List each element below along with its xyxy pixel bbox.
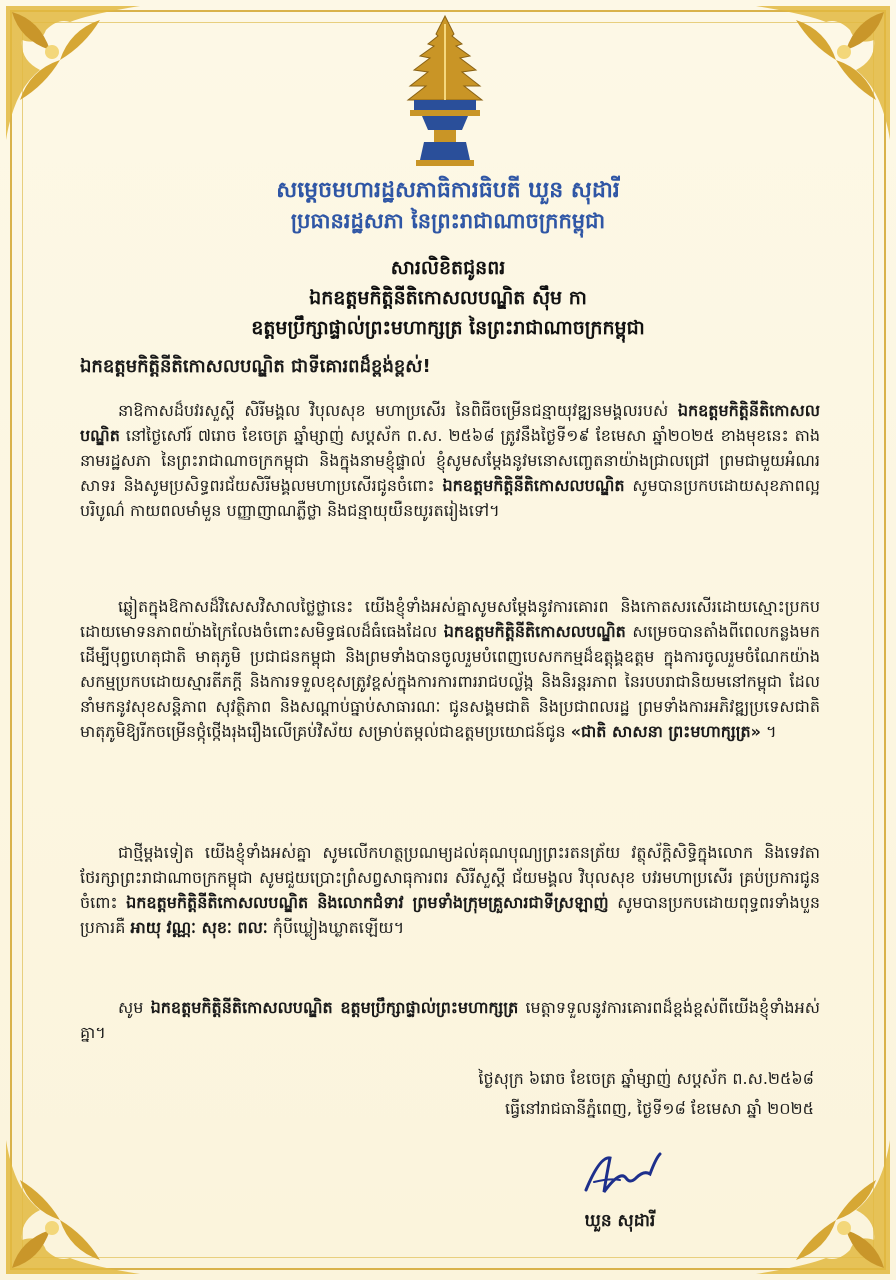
paragraph-text: សូម [118,998,151,1017]
lunar-date: ថ្ងៃសុក្រ ៦រោច ខែចេត្រ ឆ្នាំម្សាញ់ សប្តស័ក ព.ស.២៥៦៨ [478,1069,814,1088]
letter-title: សារលិខិតជូនពរ [390,257,506,279]
corner-ornament-icon [746,1130,896,1280]
paragraph-1 [80,398,820,523]
paragraph-text: ជាថ្មីម្តងទៀត យើងខ្ញុំទាំងអស់គ្នា សូមលើកហត្ថប្រណម្យដល់គុណបុណ្យព្រះរតនត្រ័យ វត្ថុស័ក្តិសិទ្ធិក្នុងលោក និងទេវតាថែរក្សាព្រះរាជាណាចក្រកម្ពុជា សូមជួយប្រោះព្រំសព្វសាធុការពរ សិរីសួស្តី ជ័យមង្គល វិបុលសុខ បវរមហាប្រសើរ គ្រប់ប្រការជូនចំពោះ [80,843,820,912]
signer-name: ឃួន សុដារី [584,1211,656,1231]
recipient-name: ឯកឧត្តមកិត្តិនីតិកោសលបណ្ឌិត ស៊ឹម កា [309,287,587,309]
paragraph-4 [80,995,820,1045]
paragraph-bold-text: ឯកឧត្តមកិត្តិនីតិកោសលបណ្ឌិត [80,401,820,445]
paragraph-text: សម្រេចបានតាំងពីពេលកន្លងមក ដើម្បីបុព្វហេតុជាតិ មាតុភូមិ ប្រជាជនកម្ពុជា និងព្រមទាំងបានចូលរួមបំពេញបេសកកម្មដ៏ឧត្តុង្គឧត្តម ក្នុងការចូលរួមចំណែកយ៉ាងសកម្មប្រកបដោយស្មារតីភក្តី និងការទទួលខុសត្រូវខ្ពស់ក្នុងការការពាររាជបល្ល័ង្ក និងនិរន្តរភាព នៃរបបរាជានិយមនៅកម្ពុជា ដែលនាំមកនូវសុខសន្តិភាព សុវត្ថិភាព និងសណ្តាប់ធ្នាប់សាធារណៈ ជូនសង្គមជាតិ និងប្រជាពលរដ្ឋ ព្រមទាំងការអភិវឌ្ឍប្រទេសជាតិមាតុភូមិឱ្យរីកចម្រើនថ្កុំថ្កើងរុងរឿងលើគ្រប់វិស័យ សម្រាប់តម្កល់ជាឧត្តមប្រយោជន៍ជូន [80,622,820,741]
paragraph-text: សូមបានប្រកបដោយសុខភាពល្អបរិបូណ៌ កាយពលមាំមួន បញ្ញាញាណភ្លឺថ្លា និងជន្មាយុយឺនយូរតរៀងទៅ។ [80,476,820,520]
paragraph-3 [80,840,820,940]
paragraph-text: ។ [760,722,777,741]
paragraph-text: នាឱកាសដ៏បវរសួស្តី សិរីមង្គល វិបុលសុខ មហាប្រសើរ នៃពិធីចម្រើនជន្មាយុវឌ្ឍនមង្គលរបស់ [118,401,678,420]
recipient-title: ឧត្តមប្រឹក្សាផ្ទាល់ព្រះមហាក្សត្រ នៃព្រះរាជាណាចក្រកម្ពុជា [251,317,645,339]
paragraph-2 [80,594,820,744]
handwritten-signature-icon [580,1148,666,1202]
paragraph-bold-text: ឯកឧត្តមកិត្តិនីតិកោសលបណ្ឌិត និងលោកជំទាវ ព្រមទាំងក្រុមគ្រួសារជាទីស្រឡាញ់ [126,893,609,912]
issuer-title: ប្រធានរដ្ឋសភា នៃព្រះរាជាណាចក្រកម្ពុជា [290,209,606,233]
paragraph-text: មេត្តាទទួលនូវការគោរពដ៏ខ្ពង់ខ្ពស់ពីយើងខ្ញុំទាំងអស់គ្នា។ [80,998,820,1042]
paragraph-bold-text: ឯកឧត្តមកិត្តិនីតិកោសលបណ្ឌិត [443,622,626,641]
paragraph-text: សូមបានប្រកបដោយពុទ្ធពរទាំងបួនប្រការគឺ [80,893,821,937]
paragraph-bold-text: អាយុ វណ្ណៈ សុខៈ ពលៈ [130,918,268,937]
paragraph-text: នៅថ្ងៃសៅរ៍ ៧រោច ខែចេត្រ ឆ្នាំម្សាញ់ សប្តស័ក ព.ស. ២៥៦៨ ត្រូវនឹងថ្ងៃទី១៩ ខែមេសា ឆ្នាំ២០២៥ ខាងមុខនេះ តាងនាមរដ្ឋសភា នៃព្រះរាជាណាចក្រកម្ពុជា និងក្នុងនាមខ្ញុំផ្ទាល់ ខ្ញុំសូមសម្តែងនូវមនោសញ្ចេតនាយ៉ាងជ្រាលជ្រៅ ព្រមជាមួយអំណរសាទរ និងសូមប្រសិទ្ធពរជ័យសិរីមង្គលមហាប្រសើរជូនចំពោះ [80,426,820,495]
corner-ornament-icon [746,0,896,150]
paragraph-text: កុំបីឃ្លៀងឃ្លាតឡើយ។ [267,918,405,937]
salutation: ឯកឧត្តមកិត្តិនីតិកោសលបណ្ឌិត ជាទីគោរពដ៏ខ្ពង់ខ្ពស់! [80,356,431,377]
place-and-date: ធ្វើនៅរាជធានីភ្នំពេញ, ថ្ងៃទី១៨ ខែមេសា ឆ្នាំ ២០២៥ [504,1099,814,1118]
paragraph-bold-text: «ជាតិ សាសនា ព្រះមហាក្សត្រ» [570,722,761,741]
corner-ornament-icon [0,0,150,150]
paragraph-bold-text: ឯកឧត្តមកិត្តិនីតិកោសលបណ្ឌិត ឧត្តមប្រឹក្សាផ្ទាល់ព្រះមហាក្សត្រ [150,998,519,1017]
corner-ornament-icon [0,1130,150,1280]
national-assembly-emblem-icon [404,14,486,168]
issuer-name: សម្តេចមហារដ្ឋសភាធិការធិបតី ឃួន សុដារី [276,178,620,203]
paragraph-text: ឆ្លៀតក្នុងឱកាសដ៏វិសេសវិសាលថ្លៃថ្លានេះ យើងខ្ញុំទាំងអស់គ្នាសូមសម្តែងនូវការគោរព និងកោតសរសើរដោយស្មោះប្រកបដោយមោទនភាពយ៉ាងក្រៃលែងចំពោះសមិទ្ធផលដ៏ធំធេងដែល [80,597,820,641]
paragraph-bold-text: ឯកឧត្តមកិត្តិនីតិកោសលបណ្ឌិត [442,476,625,495]
